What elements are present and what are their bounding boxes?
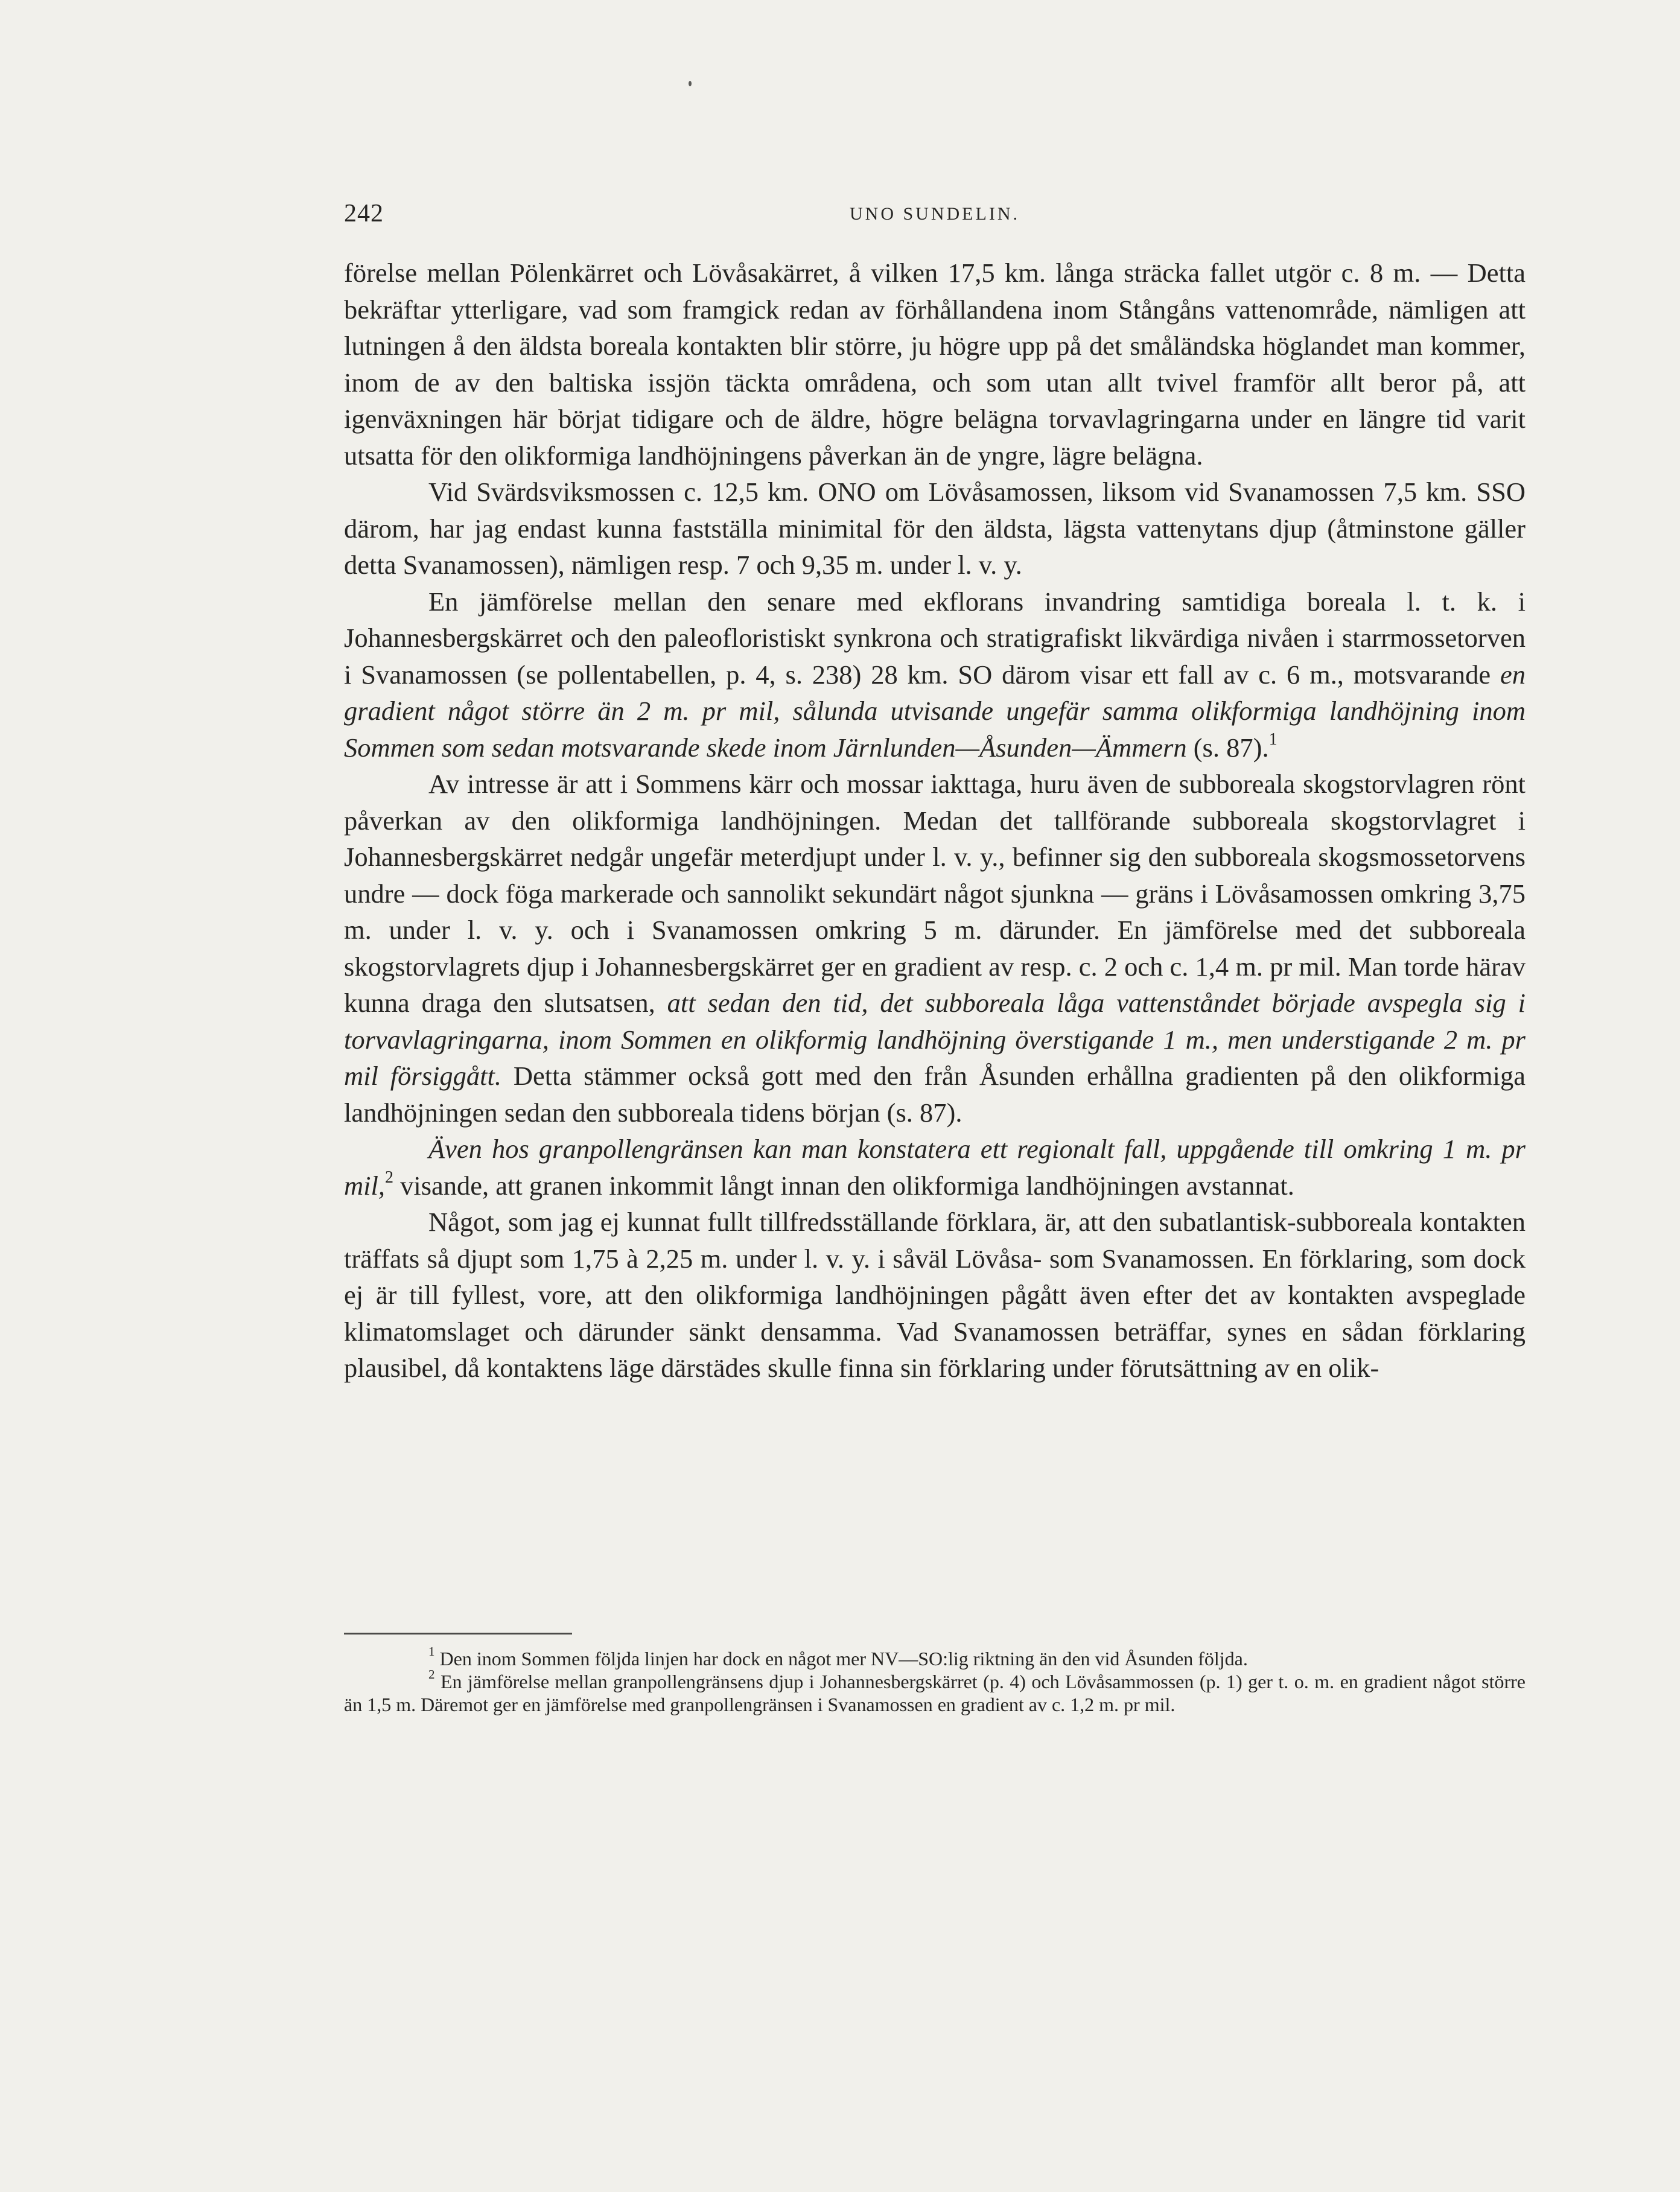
footnote-ref-2[interactable]: 2: [385, 1167, 393, 1187]
footnote-1-mark: 1: [428, 1644, 435, 1659]
paragraph-3-italic: en gradient något större än 2 m. pr mil, sålunda utvisande ungefär samma olikformiga landhöjning inom Sommen som sedan motsvarande skede inom Järnlunden—Åsunden—Ämmern: [344, 659, 1526, 763]
paragraph-3: [344, 583, 1526, 766]
running-head: UNO SUNDELIN.: [850, 204, 1020, 224]
footnote-ref-1[interactable]: 1: [1268, 729, 1278, 749]
page-number: 242: [344, 200, 384, 227]
paragraph-3-end: (s. 87).: [1186, 732, 1269, 763]
paragraph-5-italic: Även hos granpollengränsen kan man konstatera ett regionalt fall, uppgående till omkring 1 m. pr mil,: [344, 1134, 1526, 1201]
footnote-2-mark: 2: [428, 1667, 435, 1682]
body-text: [344, 255, 1526, 1387]
footnote-divider: [344, 1633, 572, 1634]
paragraph-4: [344, 766, 1526, 1131]
paragraph-6: Något, som jag ej kunnat fullt tillfredsställande förklara, är, att den subatlantisk-subboreala kontakten träffats så djupt som 1,75 à 2,25 m. under l. v. y. i såväl Lövåsa- som Svanamossen. En förklaring, som dock ej är till fyllest, vore, att den olikformiga landhöjningen pågått även efter det av kontakten avspeglade klimatomslaget och därunder sänkt densamma. Vad Svanamossen beträffar, synes en sådan förklaring plausibel, då kontaktens läge därstädes skulle finna sin förklaring under förutsättning av en olik-: [344, 1207, 1526, 1383]
paragraph-4-italic: att sedan den tid, det subboreala låga vattenståndet började avspegla sig i torvavlagringarna, inom Sommen en olikformig landhöjning överstigande 1 m., men understigande 2 m. pr mil försiggått.: [344, 988, 1526, 1091]
footnote-1-text: Den inom Sommen följda linjen har dock en något mer NV—SO:lig riktning än den vid Åsunden följda.: [434, 1648, 1248, 1669]
paragraph-4-end: Detta stämmer också gott med den från Åsunden erhållna gradienten på den olikformiga landhöjningen sedan den subboreala tidens början (s. 87).: [344, 1061, 1526, 1128]
footnote-2-text: En jämförelse mellan granpollengränsens djup i Johannesbergskärret (p. 4) och Lövåsammossen (p. 1) ger t. o. m. en gradient något större än 1,5 m. Däremot ger en jämförelse med granpollengränsen i Svanamossen en gradient av c. 1,2 m. pr mil.: [344, 1671, 1526, 1715]
paragraph-3-text: En jämförelse mellan den senare med ekflorans invandring samtidiga boreala l. t. k. i Johannesbergskärret och den paleofloristiskt synkrona och stratigrafiskt likvärdiga nivåen i starrmossetorven i Svanamossen (se pollentabellen, p. 4, s. 238) 28 km. SO därom visar ett fall av c. 6 m., motsvarande: [344, 586, 1526, 690]
footnote-2: [344, 1667, 1526, 1716]
ink-speck: [689, 81, 692, 86]
paragraph-5-end: visande, att granen inkommit långt innan den olikformiga landhöjningen avstannat.: [393, 1170, 1294, 1201]
paragraph-4-text: Av intresse är att i Sommens kärr och mossar iakttaga, huru även de subboreala skogstorvlagren rönt påverkan av den olikformiga landhöjningen. Medan det tallförande subboreala skogstorvlagret i Johannesbergskärret nedgår ungefär meterdjupt under l. v. y., befinner sig den subboreala skogsmossetorvens undre — dock föga markerade och sannolikt sekundärt något sjunkna — gräns i Lövåsamossen omkring 3,75 m. under l. v. y. och i Svanamossen omkring 5 m. därunder. En jämförelse med det subboreala skogstorvlagrets djup i Johannesbergskärret ger en gradient av resp. c. 2 och c. 1,4 m. pr mil. Man torde härav kunna draga den slutsatsen,: [344, 769, 1526, 1018]
footnote-1: [344, 1644, 1526, 1670]
paragraph-2: Vid Svärdsviksmossen c. 12,5 km. ONO om Lövåsamossen, liksom vid Svanamossen 7,5 km. SSO därom, har jag endast kunna fastställa minimital för den äldsta, lägsta vattenytans djup (åtminstone gäller detta Svanamossen), nämligen resp. 7 och 9,35 m. under l. v. y.: [344, 477, 1526, 580]
page-header: [344, 199, 1526, 235]
footnotes: [344, 1644, 1526, 1716]
paragraph-5: [344, 1131, 1526, 1204]
paragraph-1: förelse mellan Pölenkärret och Lövåsakärret, å vilken 17,5 km. långa sträcka fallet utgör c. 8 m. — Detta bekräftar ytterligare, vad som framgick redan av förhållandena inom Stångåns vattenområde, nämligen att lutningen å den äldsta boreala kontakten blir större, ju högre upp på det småländska höglandet man kommer, inom de av den baltiska issjön täckta områdena, och som utan allt tvivel framför allt beror på, att igenväxningen här börjat tidigare och de äldre, högre belägna torvavlagringarna under en längre tid varit utsatta för den olikformiga landhöjningens påverkan än de yngre, lägre belägna.: [344, 258, 1526, 471]
